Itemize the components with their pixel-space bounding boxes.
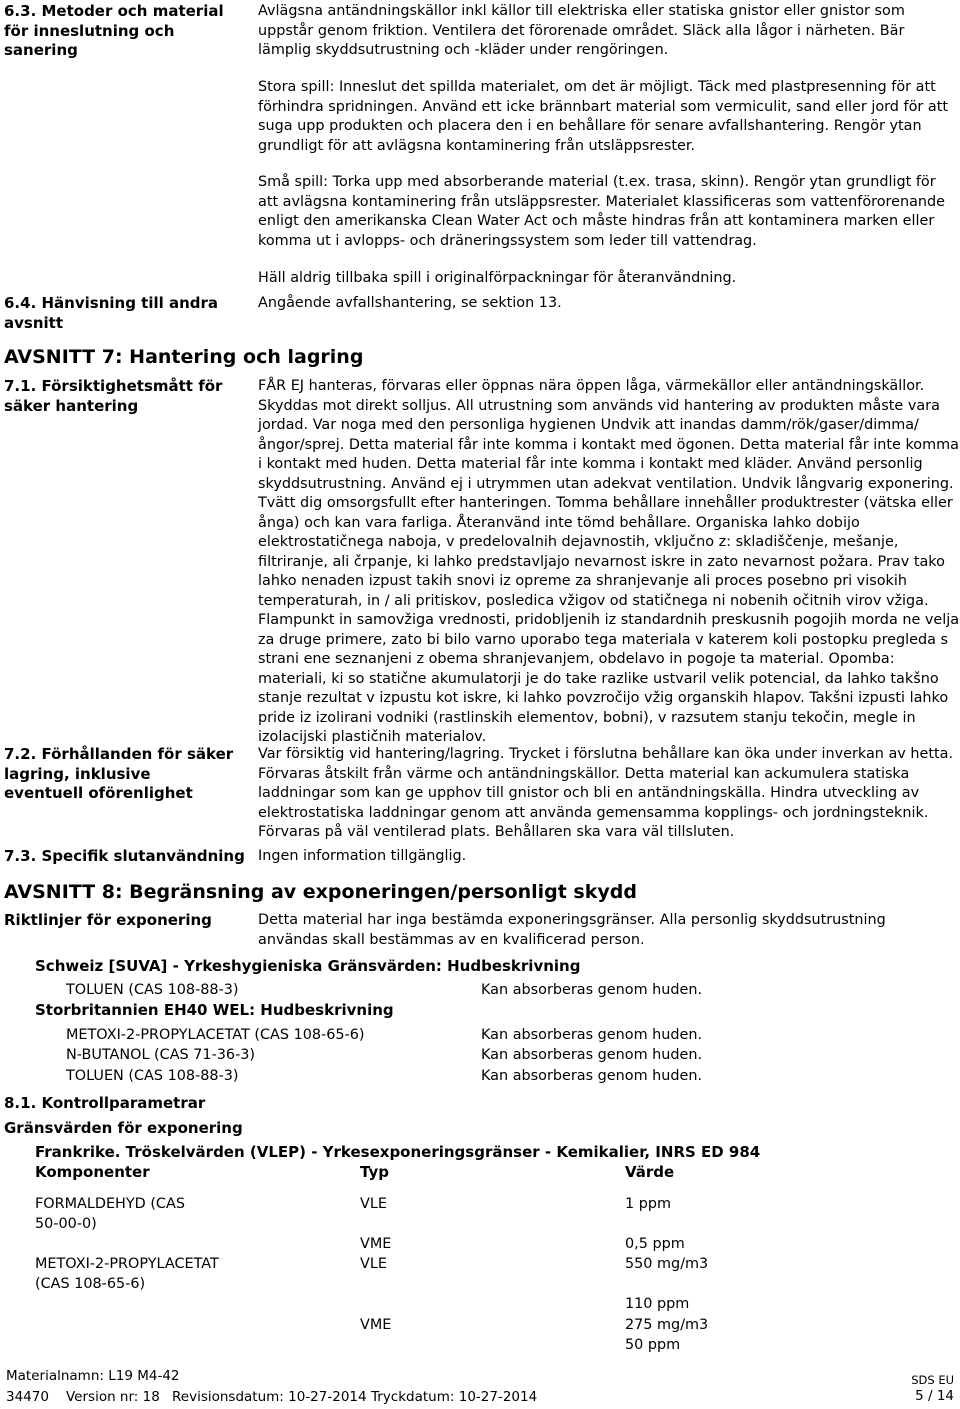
table-cell-component: METOXI-2-PROPYLACETAT (CAS 108-65-6) <box>35 1256 219 1292</box>
footer-sds-label: SDS EU <box>911 1373 954 1387</box>
uk-skin-heading: Storbritannien EH40 WEL: Hudbeskrivning <box>35 1001 394 1019</box>
limit-values-label: Gränsvärden för exponering <box>4 1119 243 1137</box>
section-6-3-label: 6.3. Metoder och material för inneslutning och sanering <box>4 2 224 59</box>
table-cell-type: VLE <box>360 1256 387 1272</box>
section-7-1-label: 7.1. Försiktighetsmått för säker hantering <box>4 377 223 415</box>
table-cell-component: FORMALDEHYD (CAS 50-00-0) <box>35 1196 185 1232</box>
section-7-2-text: Var försiktig vid hantering/lagring. Trycket i förslutna behållare kan öka under inverkan av hetta. Förvaras åtskilt från värme och antändningskällor. Detta material kan ackumulera statiska laddningar som kan ge upphov till gnistor och bli en antändningskälla. Hindra utveckling av elektrostatiska laddningar genom att använda gemensamma kopplings- och jordningsteknik. Förvaras på väl ventilerad plats. Behållaren ska vara väl tillsluten. <box>258 746 954 840</box>
table-cell-value: 550 mg/m3 <box>625 1256 709 1272</box>
table-row-component: N-BUTANOL (CAS 71-36-3) <box>66 1047 256 1063</box>
table-cell-type: VLE <box>360 1196 387 1212</box>
section-8-heading: AVSNITT 8: Begränsning av exponeringen/personligt skydd <box>4 881 637 903</box>
section-7-2-label: 7.2. Förhållanden för säker lagring, inklusive eventuell oförenlighet <box>4 745 234 802</box>
table-header-type: Typ <box>360 1163 389 1181</box>
exposure-guidelines-text: Detta material har inga bestämda exponeringsgränser. Alla personlig skyddsutrustning användas skall bestämmas av en kvalificerad person. <box>258 912 886 948</box>
footer-version: Version nr: 18 <box>66 1389 160 1405</box>
table-row-note: Kan absorberas genom huden. <box>481 982 703 998</box>
section-7-1-text: FÅR EJ hanteras, förvaras eller öppnas nära öppen låga, värmekällor eller antändningskällor. Skyddas mot direkt solljus. All utrustning som används vid hantering av produkten måste vara jordad. Var noga med den personliga hygienen Undvik att inandas damm/rök/gaser/dimma/ångor/sprej. Detta material får inte komma i kontakt med ögonen. Detta material får inte komma i kontakt med huden. Detta material får inte komma i kontakt med kläder. Använd personlig skyddsutrustning. Använd ej i utrymmen utan adekvat ventilation. Undvik långvarig exponering. Tvätt dig omsorgsfullt efter hanteringen. Tomma behållare innehåller produktrester (vätska eller ånga) och kan vara farliga. Återanvänd inte tömd behållare. Organiska lahko dobijo elektrostatičnega naboja, v predelovalnih dejavnostih, vključno z: skladiščenje, mešanje, filtriranje, ali črpanje, ki lahko predstavljajo nevarnost iskre in zato nevarnost požara. Prav tako lahko nenaden izpust takih snovi iz opreme za shranjevanje ali proces posebno pri visokih temperaturah, in / ali pritiskov, posledica vžigov od statičnega ni nobenih očitnih virov vžiga. Flampunkt in samovžiga vrednosti, pridobljenih iz standardnih preskusnih pogojih morda ne velja za druge primere, zato bi bilo varno uporabo tega materiala v katerem koli postopku pregleda s strani ene seznanjeni z obema shranjevanjem, obdelavo in pogoje ta material. Opomba: materiali, ki so statične akumulatorji je do take razlike ustvaril velik potencial, da lahko takšno stanje rezultat v izpustu kot iskre, ki lahko povzročijo vžig organskih hlapov. Takšni izpusti lahko pride iz izolirani vodniki (rastlinskih elementov, bobni), v razsutem stanju tekočin, megle in izolacijski plastičnih materialov. <box>258 378 960 745</box>
table-row-note: Kan absorberas genom huden. <box>481 1047 703 1063</box>
footer-material-name: Materialnamn: L19 M4-42 <box>6 1368 180 1384</box>
section-7-heading: AVSNITT 7: Hantering och lagring <box>4 346 364 368</box>
table-cell-type: VME <box>360 1317 392 1333</box>
table-cell-value: 275 mg/m3 <box>625 1317 709 1333</box>
table-cell-value: 1 ppm <box>625 1196 672 1212</box>
table-row-component: METOXI-2-PROPYLACETAT (CAS 108-65-6) <box>66 1027 365 1043</box>
table-cell-value: 0,5 ppm <box>625 1236 685 1252</box>
table-row-component: TOLUEN (CAS 108-88-3) <box>66 982 239 998</box>
france-limits-heading: Frankrike. Tröskelvärden (VLEP) - Yrkesexponeringsgränser - Kemikalier, INRS ED 984 <box>35 1143 761 1161</box>
section-6-3-note: Häll aldrig tillbaka spill i originalförpackningar för återanvändning. <box>258 270 737 286</box>
table-row-note: Kan absorberas genom huden. <box>481 1027 703 1043</box>
section-6-3-large-spills: Stora spill: Inneslut det spillda materialet, om det är möjligt. Täck med plastpresenning för att förhindra spridningen. Använd ett icke brännbart material som vermiculit, sand eller jord för att suga upp produkten och placera den i en behållare för senare avfallshantering. Rengör ytan grundligt för att avlägsna kontaminering från utsläppsrester. <box>258 79 948 154</box>
swiss-skin-heading: Schweiz [SUVA] - Yrkeshygieniska Gränsvärden: Hudbeskrivning <box>35 957 581 975</box>
section-8-1-label: 8.1. Kontrollparametrar <box>4 1094 206 1112</box>
table-cell-type: VME <box>360 1236 392 1252</box>
exposure-guidelines-label: Riktlinjer för exponering <box>4 911 212 929</box>
table-cell-value: 50 ppm <box>625 1337 681 1353</box>
table-header-value: Värde <box>625 1163 675 1181</box>
table-row-note: Kan absorberas genom huden. <box>481 1068 703 1084</box>
footer-revision-date: Revisionsdatum: 10-27-2014 <box>172 1389 367 1405</box>
section-7-3-label: 7.3. Specifik slutanvändning <box>4 847 245 865</box>
footer-document-id: 34470 <box>6 1389 49 1405</box>
footer-print-date: Tryckdatum: 10-27-2014 <box>371 1389 538 1405</box>
section-6-3-intro: Avlägsna antändningskällor inkl källor till elektriska eller statiska gnistor eller gnistor som uppstår genom friktion. Ventilera det förorenade området. Släck alla lågor i närheten. Bär lämplig skyddsutrustning och -kläder under rengöringen. <box>258 3 905 58</box>
table-row-component: TOLUEN (CAS 108-88-3) <box>66 1068 239 1084</box>
table-header-components: Komponenter <box>35 1163 150 1181</box>
section-6-4-label: 6.4. Hänvisning till andra avsnitt <box>4 294 219 332</box>
footer-page-number: 5 / 14 <box>915 1388 954 1404</box>
table-cell-value: 110 ppm <box>625 1296 690 1312</box>
section-6-3-small-spills: Små spill: Torka upp med absorberande material (t.ex. trasa, skinn). Rengör ytan grundligt för att avlägsna kontaminering från utsläppsrester. Materialet klassificeras som vattenförorenande enligt den amerikanska Clean Water Act och måste hindras från att kontaminera marken eller komma ut i avlopps- och dräneringssystem som leder till vattendrag. <box>258 174 946 249</box>
section-6-4-text: Angående avfallshantering, se sektion 13. <box>258 295 562 311</box>
section-7-3-text: Ingen information tillgänglig. <box>258 848 467 864</box>
